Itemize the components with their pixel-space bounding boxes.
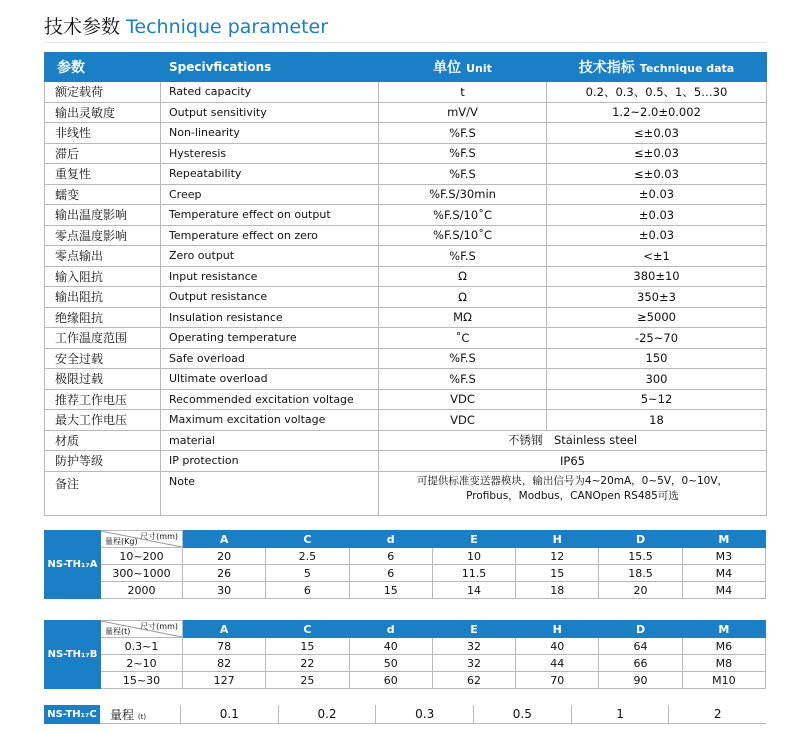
param-en: Non-linearity <box>161 123 379 144</box>
dim-a-range: 300~1000 <box>101 565 183 582</box>
param-unit: %F.S <box>379 246 547 267</box>
dim-b-corner-top: 尺寸(mm) <box>140 622 178 631</box>
dim-a-cell: 6 <box>349 548 432 565</box>
param-cn: 输出温度影响 <box>45 205 161 226</box>
dim-a-cell: 11.5 <box>432 565 515 582</box>
dim-a-col: d <box>349 531 432 548</box>
param-cn: 工作温度范围 <box>45 328 161 349</box>
spec-row <box>45 307 767 328</box>
dim-b-cell: 32 <box>432 655 515 672</box>
param-value: 300 <box>547 369 767 390</box>
range-label-c <box>100 706 180 723</box>
dimension-table-a <box>44 530 766 599</box>
dim-a-header-row <box>45 531 766 548</box>
protection-en: IP protection <box>161 451 379 472</box>
dim-a-cell: 12 <box>516 548 599 565</box>
header-unit-en: Unit <box>466 62 492 75</box>
dim-b-col: H <box>516 621 599 638</box>
param-unit: MΩ <box>379 307 547 328</box>
material-row <box>45 430 767 451</box>
param-value: ≤±0.03 <box>547 143 767 164</box>
spec-row <box>45 348 767 369</box>
spec-row <box>45 164 767 185</box>
param-cn: 输出灵敏度 <box>45 102 161 123</box>
material-cn: 材质 <box>45 430 161 451</box>
range-value: 2 <box>668 705 766 724</box>
header-spec: Specivfications <box>161 53 379 82</box>
note-value <box>379 471 767 515</box>
param-en: Creep <box>161 184 379 205</box>
dim-a-row <box>45 565 766 582</box>
dim-b-cell: 32 <box>432 638 515 655</box>
param-unit: ˚C <box>379 328 547 349</box>
param-value: ≤±0.03 <box>547 123 767 144</box>
param-value: 1.2~2.0±0.002 <box>547 102 767 123</box>
param-unit: %F.S <box>379 164 547 185</box>
dim-b-col: A <box>183 621 266 638</box>
dim-b-row <box>45 672 766 689</box>
spec-row <box>45 266 767 287</box>
dim-b-cell: M10 <box>682 672 765 689</box>
title-cn: 技术参数 <box>44 16 121 38</box>
dim-a-cell: 6 <box>349 565 432 582</box>
param-en: Output sensitivity <box>161 102 379 123</box>
dim-b-corner-bottom: 量程(t) <box>105 627 131 636</box>
dim-a-cell: M4 <box>682 565 765 582</box>
dim-b-cell: 70 <box>516 672 599 689</box>
dim-b-cell: 22 <box>266 655 349 672</box>
dim-a-cell: 20 <box>599 582 682 599</box>
param-cn: 零点输出 <box>45 246 161 267</box>
dim-a-row <box>45 548 766 565</box>
param-value: ≤±0.03 <box>547 164 767 185</box>
range-label-text: 量程 <box>110 708 135 722</box>
param-unit: %F.S/10˚C <box>379 205 547 226</box>
param-en: Maximum excitation voltage <box>161 410 379 431</box>
dim-a-cell: 15 <box>516 565 599 582</box>
dim-b-row <box>45 638 766 655</box>
param-value: 0.2、0.3、0.5、1、5…30 <box>547 82 767 103</box>
dim-b-col: E <box>432 621 515 638</box>
model-label-b: NS-TH₁₇B <box>45 621 101 689</box>
dim-a-col: C <box>266 531 349 548</box>
protection-value: IP65 <box>379 451 767 472</box>
dim-a-cell: 30 <box>183 582 266 599</box>
dim-a-cell: 20 <box>183 548 266 565</box>
range-value: 1 <box>571 705 669 724</box>
spec-row <box>45 82 767 103</box>
dim-b-cell: 40 <box>349 638 432 655</box>
param-cn: 蠕变 <box>45 184 161 205</box>
param-cn: 重复性 <box>45 164 161 185</box>
dim-b-range: 0.3~1 <box>101 638 183 655</box>
spec-row <box>45 246 767 267</box>
dim-b-header-row <box>45 621 766 638</box>
param-value: ±0.03 <box>547 205 767 226</box>
dim-b-col: d <box>349 621 432 638</box>
dim-b-col: C <box>266 621 349 638</box>
dim-a-cell: 26 <box>183 565 266 582</box>
param-en: Rated capacity <box>161 82 379 103</box>
range-value: 0.2 <box>278 705 376 724</box>
title-en: Technique parameter <box>126 16 329 38</box>
header-data <box>547 53 767 82</box>
dim-b-cell: 90 <box>599 672 682 689</box>
dim-a-corner-bottom: 量程(Kg) <box>105 537 138 546</box>
header-data-cn: 技术指标 <box>578 60 635 76</box>
param-unit: %F.S <box>379 143 547 164</box>
dim-b-cell: M8 <box>682 655 765 672</box>
param-value: 18 <box>547 410 767 431</box>
param-value: ≥5000 <box>547 307 767 328</box>
param-unit: %F.S <box>379 348 547 369</box>
param-en: Ultimate overload <box>161 369 379 390</box>
param-value: 150 <box>547 348 767 369</box>
dim-a-cell: M4 <box>682 582 765 599</box>
param-en: Operating temperature <box>161 328 379 349</box>
param-en: Output resistance <box>161 287 379 308</box>
spec-row <box>45 389 767 410</box>
param-cn: 输出阻抗 <box>45 287 161 308</box>
dim-a-col: D <box>599 531 682 548</box>
spec-row <box>45 205 767 226</box>
dim-a-col: E <box>432 531 515 548</box>
dim-a-col: A <box>183 531 266 548</box>
dim-a-cell: 18 <box>516 582 599 599</box>
param-unit: %F.S <box>379 123 547 144</box>
model-label-a: NS-TH₁₇A <box>45 531 101 599</box>
param-en: Zero output <box>161 246 379 267</box>
note-en: Note <box>161 471 379 515</box>
dim-a-cell: 18.5 <box>599 565 682 582</box>
material-value: 不锈钢 Stainless steel <box>379 430 767 451</box>
dim-b-cell: 127 <box>183 672 266 689</box>
dim-a-cell: 2.5 <box>266 548 349 565</box>
param-en: Hysteresis <box>161 143 379 164</box>
param-cn: 推荐工作电压 <box>45 389 161 410</box>
dim-a-cell: 10 <box>432 548 515 565</box>
param-en: Repeatability <box>161 164 379 185</box>
range-value: 0.3 <box>375 705 473 724</box>
header-data-en: Technique data <box>639 62 735 75</box>
param-unit: VDC <box>379 410 547 431</box>
dim-b-cell: 40 <box>516 638 599 655</box>
dim-a-range: 10~200 <box>101 548 183 565</box>
param-cn: 极限过载 <box>45 369 161 390</box>
dim-b-row <box>45 655 766 672</box>
param-value: ±0.03 <box>547 184 767 205</box>
param-value: 5~12 <box>547 389 767 410</box>
spec-row <box>45 410 767 431</box>
header-unit <box>379 53 547 82</box>
title-divider <box>44 42 766 43</box>
param-cn: 零点温度影响 <box>45 225 161 246</box>
dimension-table-b <box>44 620 766 689</box>
dim-a-cell: 5 <box>266 565 349 582</box>
dim-a-cell: 14 <box>432 582 515 599</box>
dim-b-cell: 78 <box>183 638 266 655</box>
note-row <box>45 471 767 515</box>
page-title <box>44 12 328 40</box>
range-label-unit: (t) <box>137 713 147 721</box>
dim-b-cell: 60 <box>349 672 432 689</box>
dim-a-corner-top: 尺寸(mm) <box>140 532 178 541</box>
param-en: Input resistance <box>161 266 379 287</box>
note-cn: 备注 <box>45 471 161 515</box>
spec-table <box>44 52 767 516</box>
strip-baseline <box>100 723 766 724</box>
param-en: Safe overload <box>161 348 379 369</box>
param-unit: %F.S <box>379 369 547 390</box>
param-cn: 滞后 <box>45 143 161 164</box>
dim-a-cell: M3 <box>682 548 765 565</box>
dim-b-cell: 15 <box>266 638 349 655</box>
param-cn: 绝缘阻抗 <box>45 307 161 328</box>
param-en: Insulation resistance <box>161 307 379 328</box>
dim-b-cell: 64 <box>599 638 682 655</box>
dim-a-range: 2000 <box>101 582 183 599</box>
note-line-2: Profibus，Modbus，CANOpen RS485可选 <box>466 489 679 502</box>
material-en: material <box>161 430 379 451</box>
param-value: <±1 <box>547 246 767 267</box>
dim-a-row <box>45 582 766 599</box>
header-param: 参数 <box>45 53 161 82</box>
dim-b-col: M <box>682 621 765 638</box>
param-unit: %F.S/10˚C <box>379 225 547 246</box>
param-cn: 非线性 <box>45 123 161 144</box>
spec-row <box>45 143 767 164</box>
param-value: 380±10 <box>547 266 767 287</box>
dim-b-cell: M6 <box>682 638 765 655</box>
param-cn: 安全过载 <box>45 348 161 369</box>
header-unit-cn: 单位 <box>433 60 462 76</box>
param-unit: t <box>379 82 547 103</box>
dim-a-col: M <box>682 531 765 548</box>
param-unit: mV/V <box>379 102 547 123</box>
dim-a-corner <box>101 531 183 548</box>
dim-b-cell: 66 <box>599 655 682 672</box>
spec-row <box>45 184 767 205</box>
dim-a-cell: 6 <box>266 582 349 599</box>
dim-b-cell: 50 <box>349 655 432 672</box>
param-en: Temperature effect on zero <box>161 225 379 246</box>
spec-row <box>45 102 767 123</box>
dim-a-col: H <box>516 531 599 548</box>
dim-b-range: 15~30 <box>101 672 183 689</box>
param-cn: 额定载荷 <box>45 82 161 103</box>
dim-b-range: 2~10 <box>101 655 183 672</box>
param-en: Recommended excitation voltage <box>161 389 379 410</box>
dim-b-cell: 82 <box>183 655 266 672</box>
dim-b-cell: 25 <box>266 672 349 689</box>
param-value: -25~70 <box>547 328 767 349</box>
param-unit: Ω <box>379 266 547 287</box>
spec-row <box>45 369 767 390</box>
param-unit: %F.S/30min <box>379 184 547 205</box>
dim-b-corner <box>101 621 183 638</box>
spec-row <box>45 328 767 349</box>
param-value: 350±3 <box>547 287 767 308</box>
param-value: ±0.03 <box>547 225 767 246</box>
dim-b-cell: 62 <box>432 672 515 689</box>
protection-row <box>45 451 767 472</box>
dim-b-cell: 44 <box>516 655 599 672</box>
param-unit: Ω <box>379 287 547 308</box>
param-cn: 最大工作电压 <box>45 410 161 431</box>
param-unit: VDC <box>379 389 547 410</box>
protection-cn: 防护等级 <box>45 451 161 472</box>
spec-row <box>45 287 767 308</box>
spec-row <box>45 123 767 144</box>
range-strip-c <box>44 705 766 724</box>
spec-header-row <box>45 53 767 82</box>
range-value: 0.1 <box>180 705 278 724</box>
range-value: 0.5 <box>473 705 571 724</box>
note-line-1: 可提供标准变送器模块，输出信号为4~20mA，0~5V，0~10V， <box>416 474 729 487</box>
spec-row <box>45 225 767 246</box>
param-en: Temperature effect on output <box>161 205 379 226</box>
param-cn: 输入阻抗 <box>45 266 161 287</box>
dim-b-col: D <box>599 621 682 638</box>
model-label-c: NS-TH₁₇C <box>44 705 100 724</box>
dim-a-cell: 15 <box>349 582 432 599</box>
dim-a-cell: 15.5 <box>599 548 682 565</box>
